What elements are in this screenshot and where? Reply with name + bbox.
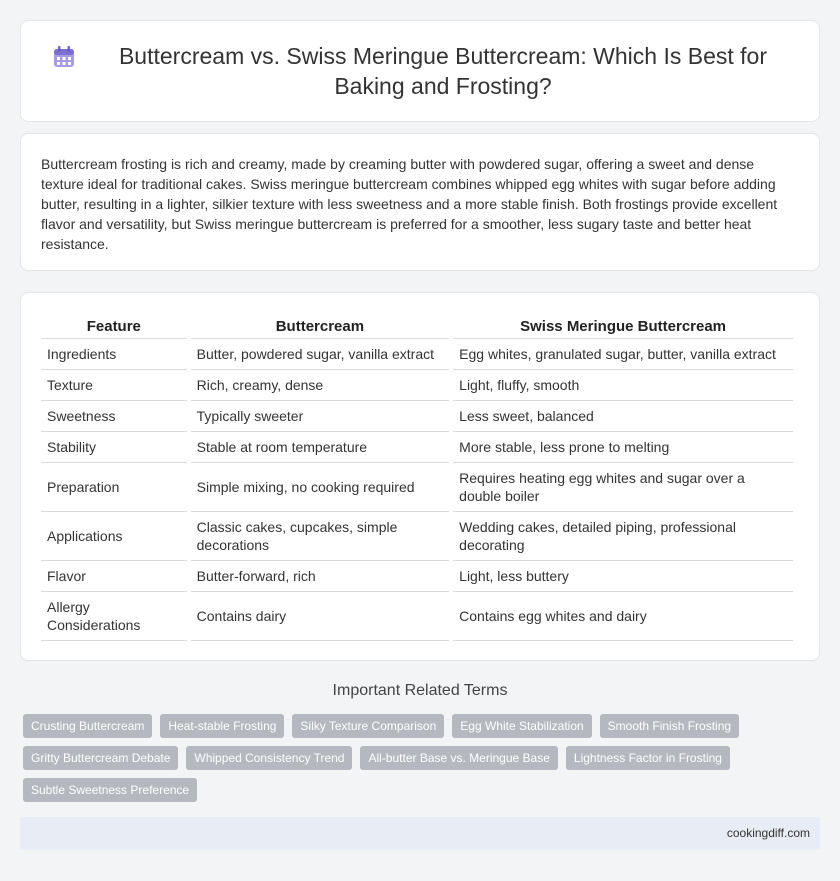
table-cell-buttercream: Butter, powdered sugar, vanilla extract <box>191 339 450 370</box>
intro-paragraph: Buttercream frosting is rich and creamy, made by creaming butter with powdered sugar, offering a sweet and dense texture ideal for traditional cakes. Swiss meringue buttercream combines whipped egg whites with sugar before adding butter, resulting in a lighter, silkier texture with less sweetness and a more stable finish. Both frostings provide excellent flavor and versatility, but Swiss meringue buttercream is preferred for a smoother, less sugary taste and better heat resistance. <box>41 156 778 252</box>
table-row <box>41 339 793 370</box>
footer <box>20 817 820 850</box>
table-cell-swiss-meringue: More stable, less prone to melting <box>453 432 793 463</box>
page-title: Buttercream vs. Swiss Meringue Buttercream: Which Is Best for Baking and Frosting? <box>118 43 768 99</box>
related-terms-tags <box>23 714 823 802</box>
tag-lightness-factor[interactable]: Lightness Factor in Frosting <box>566 746 730 770</box>
table-cell-feature: Ingredients <box>41 339 187 370</box>
tag-crusting-buttercream[interactable]: Crusting Buttercream <box>23 714 152 738</box>
column-header-swiss-meringue: Swiss Meringue Buttercream <box>453 313 793 339</box>
tag-egg-white-stabilization[interactable]: Egg White Stabilization <box>452 714 591 738</box>
table-row <box>41 401 793 432</box>
table-row <box>41 512 793 561</box>
tag-whipped-consistency-trend[interactable]: Whipped Consistency Trend <box>186 746 352 770</box>
table-cell-buttercream: Stable at room temperature <box>191 432 450 463</box>
related-terms-title: Important Related Terms <box>332 682 508 699</box>
table-cell-buttercream: Butter-forward, rich <box>191 561 450 592</box>
header-inner <box>21 41 819 101</box>
table-row <box>41 463 793 512</box>
footer-site-link[interactable]: cookingdiff.com <box>726 826 810 840</box>
table-cell-swiss-meringue: Requires heating egg whites and sugar over a double boiler <box>453 463 793 512</box>
tag-subtle-sweetness[interactable]: Subtle Sweetness Preference <box>23 778 197 802</box>
calendar-icon <box>51 44 77 70</box>
table-cell-buttercream: Classic cakes, cupcakes, simple decorations <box>191 512 450 561</box>
tag-heat-stable-frosting[interactable]: Heat-stable Frosting <box>160 714 284 738</box>
table-cell-feature: Allergy Considerations <box>41 592 187 641</box>
table-cell-feature: Flavor <box>41 561 187 592</box>
comparison-table-card <box>20 292 820 661</box>
tag-all-butter-base[interactable]: All-butter Base vs. Meringue Base <box>360 746 557 770</box>
table-cell-swiss-meringue: Contains egg whites and dairy <box>453 592 793 641</box>
table-row <box>41 561 793 592</box>
table-cell-feature: Preparation <box>41 463 187 512</box>
table-row <box>41 370 793 401</box>
table-cell-feature: Texture <box>41 370 187 401</box>
table-row <box>41 592 793 641</box>
table-header-row <box>41 313 793 339</box>
table-cell-swiss-meringue: Light, less buttery <box>453 561 793 592</box>
table-cell-swiss-meringue: Less sweet, balanced <box>453 401 793 432</box>
comparison-table <box>37 313 797 641</box>
table-cell-feature: Stability <box>41 432 187 463</box>
intro-card <box>20 133 820 271</box>
table-cell-buttercream: Contains dairy <box>191 592 450 641</box>
table-cell-buttercream: Typically sweeter <box>191 401 450 432</box>
header-card <box>20 20 820 122</box>
tag-silky-texture-comparison[interactable]: Silky Texture Comparison <box>292 714 444 738</box>
table-cell-swiss-meringue: Egg whites, granulated sugar, butter, vanilla extract <box>453 339 793 370</box>
column-header-buttercream: Buttercream <box>191 313 450 339</box>
table-cell-swiss-meringue: Light, fluffy, smooth <box>453 370 793 401</box>
table-cell-feature: Applications <box>41 512 187 561</box>
column-header-feature: Feature <box>41 313 187 339</box>
table-row <box>41 432 793 463</box>
table-cell-buttercream: Simple mixing, no cooking required <box>191 463 450 512</box>
tag-smooth-finish-frosting[interactable]: Smooth Finish Frosting <box>600 714 739 738</box>
table-cell-feature: Sweetness <box>41 401 187 432</box>
tag-gritty-buttercream-debate[interactable]: Gritty Buttercream Debate <box>23 746 178 770</box>
table-cell-swiss-meringue: Wedding cakes, detailed piping, professional decorating <box>453 512 793 561</box>
table-cell-buttercream: Rich, creamy, dense <box>191 370 450 401</box>
